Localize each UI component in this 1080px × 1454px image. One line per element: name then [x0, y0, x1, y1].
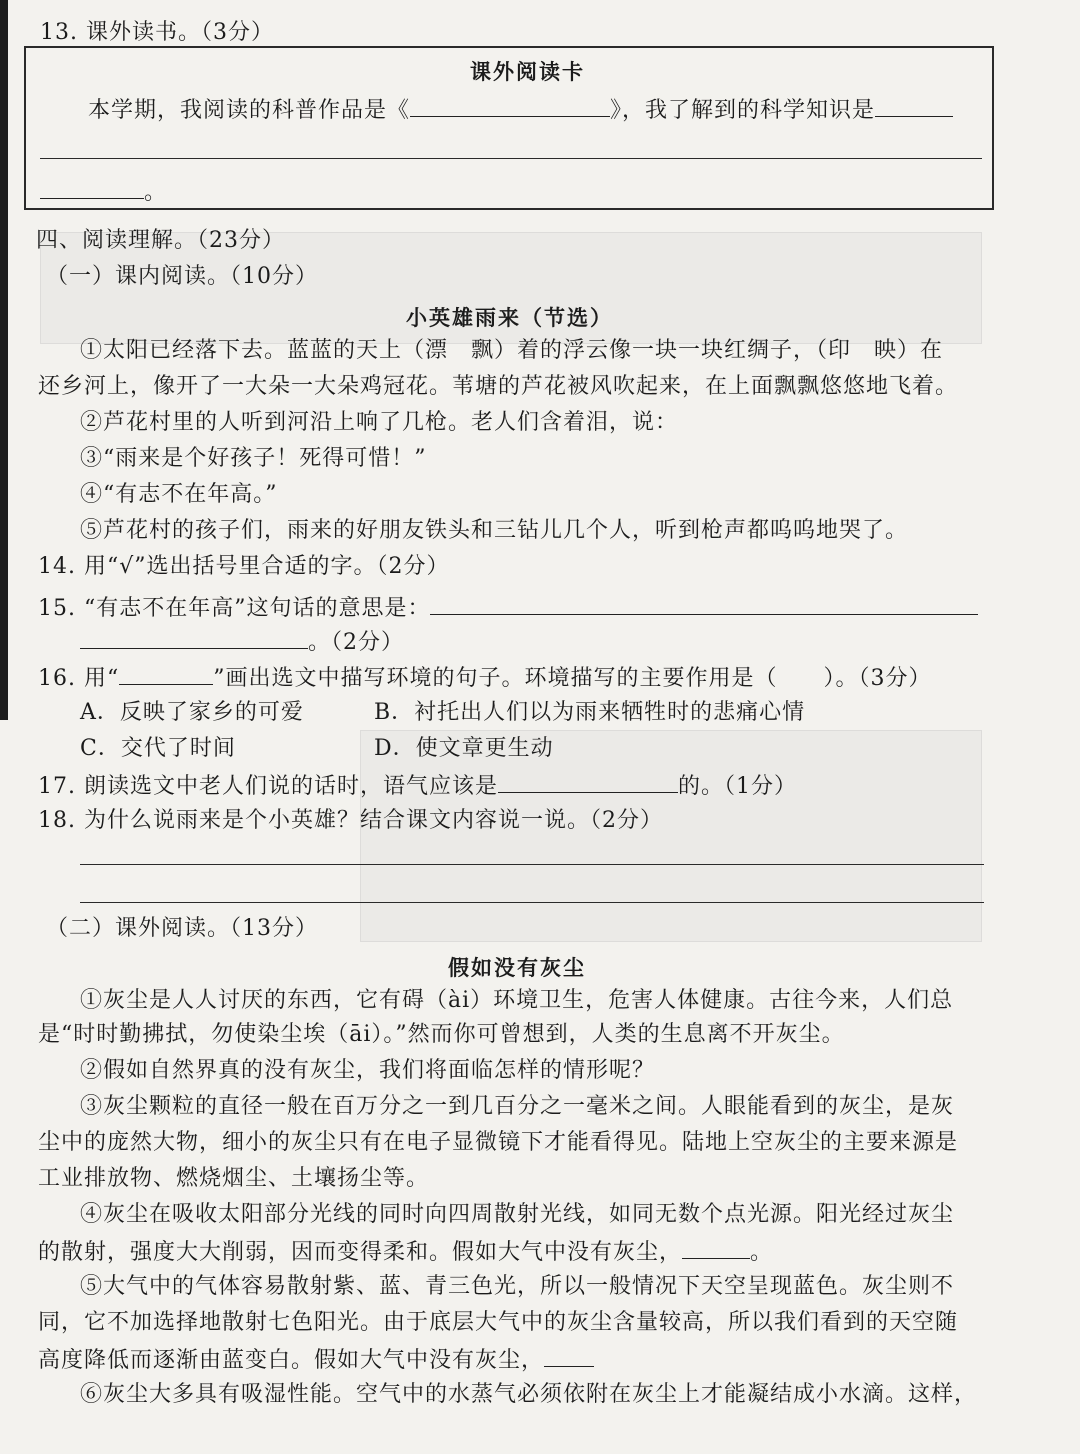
q15-answer-blank-end[interactable]: [80, 626, 308, 649]
q17-text: 的。（1分）: [677, 774, 797, 799]
q16-option-a[interactable]: A．反映了家乡的可爱: [80, 700, 304, 725]
book-name-blank[interactable]: [410, 94, 610, 117]
passage2-para5-line1: ⑤大气中的气体容易散射紫、蓝、青三色光，所以一般情况下天空呈现蓝色。灰尘则不: [80, 1274, 955, 1299]
section4-header: 四、阅读理解。（23分）: [36, 228, 285, 253]
part1-header: （一）课内阅读。（10分）: [46, 264, 318, 289]
q15-line2: [80, 626, 404, 658]
para4-text: 的散射，强度大大削弱，因而变得柔和。假如大气中没有灰尘，: [38, 1240, 683, 1265]
para4-text: 。: [750, 1240, 774, 1265]
q16-option-d[interactable]: D．使文章更生动: [374, 736, 554, 761]
passage1-para1-line1: ①太阳已经落下去。蓝蓝的天上（漂 飘）着的浮云像一块一块红绸子，（印 映）在: [80, 338, 944, 363]
q18-answer-line[interactable]: [80, 902, 984, 903]
reading-card-title: 课外阅读卡: [470, 60, 585, 84]
q16-text: 16. 用“: [38, 666, 120, 691]
q15-score: 。（2分）: [308, 630, 404, 655]
q14: 14. 用“√”选出括号里合适的字。（2分）: [38, 554, 450, 579]
passage1-para4: ④“有志不在年高。”: [80, 482, 278, 507]
q16-option-b[interactable]: B．衬托出人们以为雨来牺牲时的悲痛心情: [374, 700, 806, 725]
passage2-title: 假如没有灰尘: [448, 956, 586, 980]
passage2-para3-line3: 工业排放物、燃烧烟尘、土壤扬尘等。: [38, 1166, 430, 1191]
part2-header: （二）课外阅读。（13分）: [46, 916, 318, 941]
para5-blank[interactable]: [544, 1344, 594, 1367]
passage2-para3-line2: 尘中的庞然大物，细小的灰尘只有在电子显微镜下才能看得见。陆地上空灰尘的主要来源是: [38, 1130, 959, 1155]
passage2-para3-line1: ③灰尘颗粒的直径一般在百万分之一到几百分之一毫米之间。人眼能看到的灰尘，是灰: [80, 1094, 955, 1119]
q16: [38, 662, 931, 694]
passage1-para5: ⑤芦花村的孩子们，雨来的好朋友铁头和三钻儿几个人，听到枪声都呜呜地哭了。: [80, 518, 909, 543]
card-text: 》，我了解到的科学知识是: [610, 98, 876, 123]
passage2-para2: ②假如自然界真的没有灰尘，我们将面临怎样的情形呢？: [80, 1058, 656, 1083]
q15-answer-blank[interactable]: [430, 592, 978, 615]
q18: 18. 为什么说雨来是个小英雄？结合课文内容说一说。（2分）: [38, 808, 663, 833]
passage2-para5-line3: [38, 1344, 594, 1376]
para5-text: 高度降低而逐渐由蓝变白。假如大气中没有灰尘，: [38, 1348, 545, 1373]
passage2-para1-line2: 是“时时勤拂拭，勿使染尘埃（āi）。”然而你可曾想到，人类的生息离不开灰尘。: [38, 1022, 845, 1047]
para4-blank[interactable]: [682, 1236, 750, 1259]
passage2-para4-line2: [38, 1236, 773, 1268]
q17: [38, 770, 797, 802]
q16-option-c[interactable]: C．交代了时间: [80, 736, 236, 761]
reading-card-line3: [40, 176, 167, 208]
q17-answer-blank[interactable]: [498, 770, 678, 793]
passage2-para1-line1: ①灰尘是人人讨厌的东西，它有碍（ài）环境卫生，危害人体健康。古往今来，人们总: [80, 988, 954, 1013]
knowledge-blank-line[interactable]: [40, 158, 982, 159]
passage2-para4-line1: ④灰尘在吸收太阳部分光线的同时向四周散射光线，如同无数个点光源。阳光经过灰尘: [80, 1202, 955, 1227]
passage2-para5-line2: 同，它不加选择地散射七色阳光。由于底层大气中的灰尘含量较高，所以我们看到的天空随: [38, 1310, 959, 1335]
card-text: 本学期，我阅读的科普作品是《: [88, 98, 411, 123]
passage1-para1-line2: 还乡河上，像开了一大朵一大朵鸡冠花。苇塘的芦花被风吹起来，在上面飘飘悠悠地飞着。: [38, 374, 959, 399]
scan-edge: [0, 0, 8, 720]
passage2-para6-line1: ⑥灰尘大多具有吸湿性能。空气中的水蒸气必须依附在灰尘上才能凝结成小水滴。这样，: [80, 1382, 978, 1407]
passage1-para3: ③“雨来是个好孩子！死得可惜！”: [80, 446, 427, 471]
q13-header: 13. 课外读书。（3分）: [40, 20, 274, 45]
passage1-title: 小英雄雨来（节选）: [406, 306, 613, 330]
q16-underline-sample: [119, 662, 213, 685]
q18-answer-line[interactable]: [80, 864, 984, 865]
reading-card-line1: [88, 94, 953, 126]
knowledge-blank[interactable]: [875, 94, 953, 117]
q15-line1: [38, 592, 978, 624]
q15-text: 15. “有志不在年高”这句话的意思是：: [38, 596, 431, 621]
q16-text: ”画出选文中描写环境的句子。环境描写的主要作用是（ ）。（3分）: [213, 666, 932, 691]
q17-text: 17. 朗读选文中老人们说的话时，语气应该是: [38, 774, 498, 799]
card-text: 。: [144, 180, 168, 205]
knowledge-blank-end[interactable]: [40, 176, 144, 199]
passage1-para2: ②芦花村里的人听到河沿上响了几枪。老人们含着泪，说：: [80, 410, 679, 435]
